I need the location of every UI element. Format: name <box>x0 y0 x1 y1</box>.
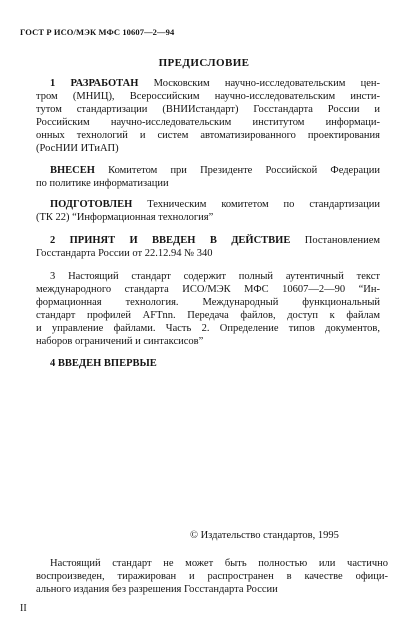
page-title: ПРЕДИСЛОВИЕ <box>158 57 250 69</box>
notice-line-1: Настоящий стандарт не может быть полностью или частично <box>50 558 388 569</box>
section-3-line-5: и управление файлами. Часть 2. Определение типов документов, <box>36 323 380 334</box>
section-3-line-1: 3 Настоящий стандарт содержит полный аутентичный текст <box>50 271 380 282</box>
section-3-content-note <box>36 270 380 348</box>
prepared-lead: ПОДГОТОВЛЕН <box>50 199 133 210</box>
section-1-developed-by <box>36 77 380 155</box>
running-header: ГОСТ Р ИСО/МЭК МФС 10607—2—94 <box>20 27 175 37</box>
reproduction-notice <box>36 557 388 596</box>
prepared-line-2: (ТК 22) “Информационная технология” <box>36 212 214 223</box>
section-2-line-1: Постановлением <box>290 235 380 246</box>
notice-line-3: ального издания без разрешения Госстандарта России <box>36 584 278 595</box>
section-2-line-2: Госстандарта России от 22.12.94 № 340 <box>36 248 213 259</box>
section-4-lead: 4 ВВЕДЕН ВПЕРВЫЕ <box>50 358 157 369</box>
copyright-line: © Издательство стандартов, 1995 <box>190 530 339 541</box>
introduced-line-2: по политике информатизации <box>36 178 169 189</box>
section-1-line-1: Московским научно-исследовательским цен- <box>138 78 380 89</box>
section-prepared-by <box>36 198 380 224</box>
introduced-lead: ВНЕСЕН <box>50 165 95 176</box>
introduced-line-1: Комитетом при Президенте Российской Федерации <box>94 165 380 176</box>
section-1-line-3: тутом стандартизации (ВНИИстандарт) Госстандарта России и <box>36 104 380 115</box>
section-1-line-4: Российским научно-исследовательским институтом информаци- <box>36 117 380 128</box>
notice-line-2: воспроизведен, тиражирован и распространен в качестве офици- <box>36 571 388 582</box>
section-2-lead: 2 ПРИНЯТ И ВВЕДЕН В ДЕЙСТВИЕ <box>50 235 291 246</box>
section-4-first-introduced <box>36 357 380 370</box>
section-1-line-5: онных технологий и систем автоматизированного проектирования <box>36 130 380 141</box>
section-3-line-3: формационная технология. Международный функциональный <box>36 297 380 308</box>
page-number: II <box>20 603 27 614</box>
section-1-lead: 1 РАЗРАБОТАН <box>50 78 139 89</box>
section-1-line-6: (РосНИИ ИТиАП) <box>36 143 119 154</box>
section-2-adopted <box>36 234 380 260</box>
section-3-line-6: наборов ограничений и синтаксисов” <box>36 336 204 347</box>
prepared-line-1: Техническим комитетом по стандартизации <box>132 199 380 210</box>
section-3-line-4: стандарт профилей AFTnn. Передача файлов, доступ к файлам <box>36 310 380 321</box>
section-3-line-2: международного стандарта ИСО/МЭК МФС 10607—2—90 “Ин- <box>36 284 380 295</box>
section-introduced-by <box>36 164 380 190</box>
section-1-line-2: тром (МНИЦ), Всероссийским научно-исследовательским инсти- <box>36 91 380 102</box>
